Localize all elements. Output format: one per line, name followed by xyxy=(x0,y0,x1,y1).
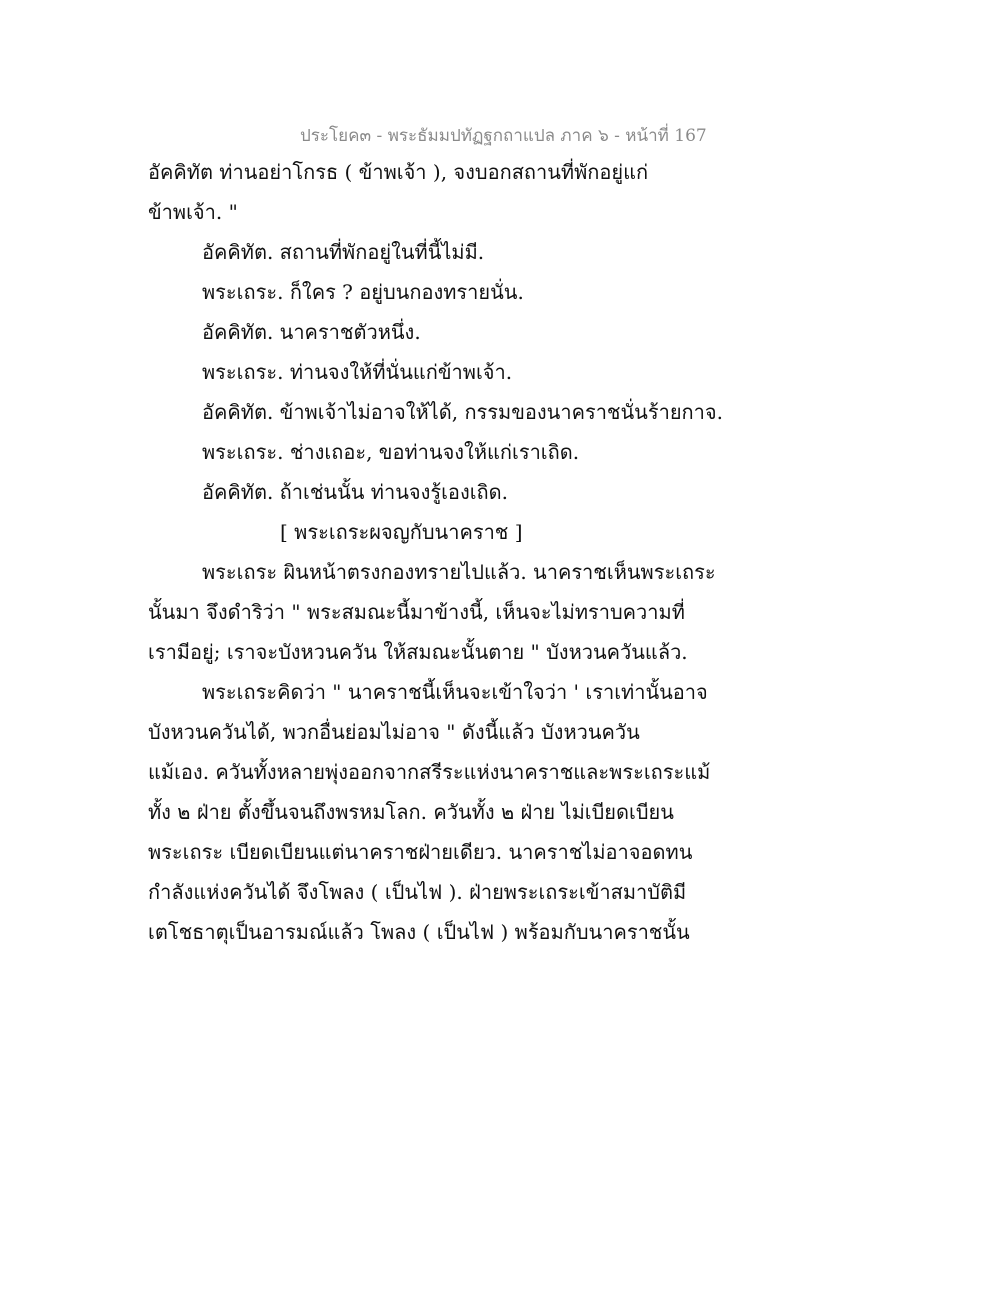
dialogue-line: พระเถระ. ช่างเถอะ, ขอท่านจงให้แก่เราเถิด. xyxy=(202,440,580,464)
paragraph-first-line: พระเถระ ผินหน้าตรงกองทรายไปแล้ว. นาคราชเห็นพระเถระ xyxy=(202,560,716,584)
text-line: แม้เอง. ควันทั้งหลายพุ่งออกจากสรีระแห่งนาคราชและพระเถระแม้ xyxy=(148,760,711,784)
dialogue-line: พระเถระ. ก็ใคร ? อยู่บนกองทรายนั่น. xyxy=(202,280,524,304)
running-header: ประโยค๓ - พระธัมมปทัฏฐกถาแปล ภาค ๖ - หน้าที่ 167 xyxy=(300,126,707,146)
text-line: กำลังแห่งควันได้ จึงโพลง ( เป็นไฟ ). ฝ่ายพระเถระเข้าสมาบัติมี xyxy=(148,880,687,904)
dialogue-line: อัคคิทัต. นาคราชตัวหนึ่ง. xyxy=(202,320,421,344)
text-line: พระเถระ เบียดเบียนแต่นาคราชฝ่ายเดียว. นาคราชไม่อาจอดทน xyxy=(148,840,693,864)
paragraph-first-line: พระเถระคิดว่า " นาคราชนี้เห็นจะเข้าใจว่า ' เราเท่านั้นอาจ xyxy=(202,680,708,704)
dialogue-line: อัคคิทัต. ข้าพเจ้าไม่อาจให้ได้, กรรมของนาคราชนั่นร้ายกาจ. xyxy=(202,400,723,424)
text-line: ทั้ง ๒ ฝ่าย ตั้งขึ้นจนถึงพรหมโลก. ควันทั้ง ๒ ฝ่าย ไม่เบียดเบียน xyxy=(148,800,674,824)
section-heading: [ พระเถระผจญกับนาคราช ] xyxy=(280,520,523,544)
text-line: ข้าพเจ้า. " xyxy=(148,200,238,224)
text-line: นั้นมา จึงดำริว่า " พระสมณะนี้มาข้างนี้, เห็นจะไม่ทราบความที่ xyxy=(148,600,685,624)
text-line: เตโชธาตุเป็นอารมณ์แล้ว โพลง ( เป็นไฟ ) พร้อมกับนาคราชนั้น xyxy=(148,920,690,944)
text-line: อัคคิทัต ท่านอย่าโกรธ ( ข้าพเจ้า ), จงบอกสถานที่พักอยู่แก่ xyxy=(148,160,649,184)
text-line: เรามีอยู่; เราจะบังหวนควัน ให้สมณะนั้นตาย " บังหวนควันแล้ว. xyxy=(148,640,688,664)
text-line: บังหวนควันได้, พวกอื่นย่อมไม่อาจ " ดังนี้แล้ว บังหวนควัน xyxy=(148,720,640,744)
dialogue-line: อัคคิทัต. สถานที่พักอยู่ในที่นี้ไม่มี. xyxy=(202,240,485,264)
dialogue-line: พระเถระ. ท่านจงให้ที่นั่นแก่ข้าพเจ้า. xyxy=(202,360,513,384)
dialogue-line: อัคคิทัต. ถ้าเช่นนั้น ท่านจงรู้เองเถิด. xyxy=(202,480,508,504)
